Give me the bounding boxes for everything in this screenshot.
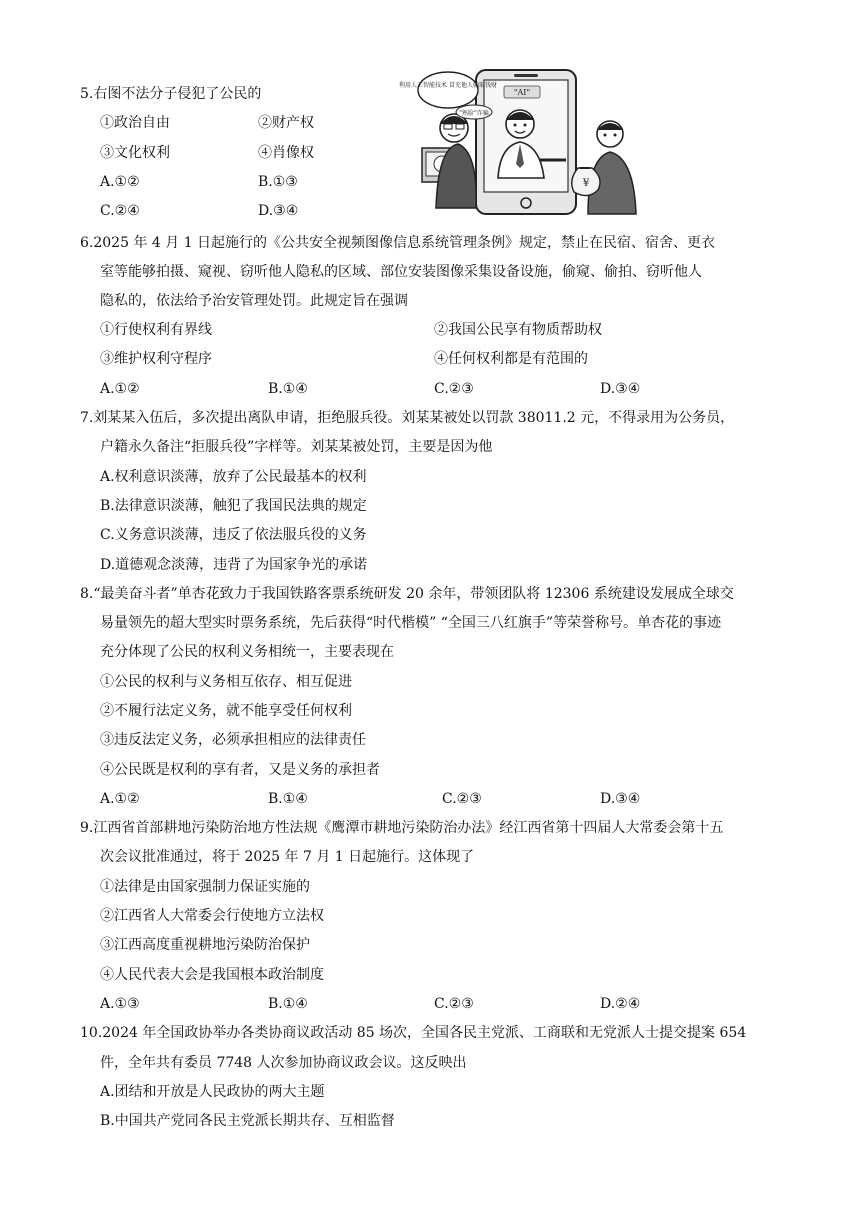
q6-option-1: ①行使权利有界线 xyxy=(100,322,212,338)
q9-choice-d: D.②④ xyxy=(600,996,641,1012)
q10-choice-b: B.中国共产党同各民主党派长期共存、互相监督 xyxy=(100,1113,395,1129)
q10-stem-line-1: 10.2024 年全国政协举办各类协商议政活动 85 场次，全国各民主党派、工商联和无党派人士提交提案 654 xyxy=(80,1025,747,1041)
q8-option-2: ②不履行法定义务，就不能享受任何权利 xyxy=(100,703,352,719)
q5-option-2: ②财产权 xyxy=(258,115,314,131)
q8-choice-a: A.①② xyxy=(100,791,140,807)
q7-choice-a: A.权利意识淡薄，放弃了公民最基本的权利 xyxy=(100,469,367,485)
q8-choice-d: D.③④ xyxy=(600,791,641,807)
q5-choice-b: B.①③ xyxy=(258,174,298,190)
q5-option-4: ④肖像权 xyxy=(258,145,314,161)
q5-option-1: ①政治自由 xyxy=(100,115,170,131)
q9-stem-line-1: 9.江西省首部耕地污染防治地方性法规《鹰潭市耕地污染防治办法》经江西省第十四届人大常委会第十五 xyxy=(80,820,724,836)
q5-choice-d: D.③④ xyxy=(258,203,299,219)
q9-option-1: ①法律是由国家强制力保证实施的 xyxy=(100,879,310,895)
q6-choice-a: A.①② xyxy=(100,381,140,397)
svg-text:¥: ¥ xyxy=(582,178,590,189)
q9-choice-c: C.②③ xyxy=(434,996,474,1012)
q7-choice-c: C.义务意识淡薄，违反了依法服兵役的义务 xyxy=(100,527,367,543)
q9-choice-a: A.①③ xyxy=(100,996,140,1012)
q8-stem-line-3: 充分体现了公民的权利义务相统一，主要表现在 xyxy=(100,644,394,660)
q8-choice-b: B.①④ xyxy=(268,791,308,807)
q7-choice-b: B.法律意识淡薄，触犯了我国民法典的规定 xyxy=(100,498,367,514)
q8-option-3: ③违反法定义务，必须承担相应的法律责任 xyxy=(100,732,366,748)
q8-option-1: ①公民的权利与义务相互依存、相互促进 xyxy=(100,674,352,690)
fraud-cartoon-image xyxy=(399,68,644,216)
q6-option-4: ④任何权利都是有范围的 xyxy=(434,351,588,367)
q6-option-2: ②我国公民享有物质帮助权 xyxy=(434,322,602,338)
q10-choice-a: A.团结和开放是人民政协的两大主题 xyxy=(100,1084,325,1100)
q6-stem-line-3: 隐私的，依法给予治安管理处罚。此规定旨在强调 xyxy=(100,293,408,309)
q9-option-2: ②江西省人大常委会行使地方立法权 xyxy=(100,908,324,924)
q6-choice-c: C.②③ xyxy=(434,381,474,397)
fraud-label: "熟脸"诈骗 xyxy=(459,110,489,117)
q8-option-4: ④公民既是权利的享有者，又是义务的承担者 xyxy=(100,762,380,778)
q9-stem-line-2: 次会议批准通过，将于 2025 年 7 月 1 日起施行。这体现了 xyxy=(100,849,475,865)
q6-choice-b: B.①④ xyxy=(268,381,308,397)
q5-choice-a: A.①② xyxy=(100,174,140,190)
q8-stem-line-2: 易量领先的超大型实时票务系统，先后获得“时代楷模” “全国三八红旗手”等荣誉称号。单杏花的事迹 xyxy=(100,615,722,631)
q8-stem-line-1: 8.“最美奋斗者”单杏花致力于我国铁路客票系统研发 20 余年，带领团队将 12306 系统建设发展成全球交 xyxy=(80,586,734,602)
bubble-text: 利用人工智能技术 冒充他人骗取钱财 xyxy=(399,82,497,89)
q9-choice-b: B.①④ xyxy=(268,996,308,1012)
q6-stem-line-1: 6.2025 年 4 月 1 日起施行的《公共安全视频图像信息系统管理条例》规定，禁止在民宿、宿舍、更衣 xyxy=(80,235,716,251)
q5-stem: 5.右图不法分子侵犯了公民的 xyxy=(80,86,262,102)
q8-choice-c: C.②③ xyxy=(442,791,482,807)
q7-choice-d: D.道德观念淡薄，违背了为国家争光的承诺 xyxy=(100,557,368,573)
q6-stem-line-2: 室等能够拍摄、窥视、窃听他人隐私的区域、部位安装图像采集设备设施，偷窥、偷拍、窃听他人 xyxy=(100,264,702,280)
q10-stem-line-2: 件，全年共有委员 7748 人次参加协商议政会议。这反映出 xyxy=(100,1055,467,1071)
q5-option-3: ③文化权利 xyxy=(100,145,170,161)
q9-option-3: ③江西高度重视耕地污染防治保护 xyxy=(100,937,310,953)
q6-choice-d: D.③④ xyxy=(600,381,641,397)
q7-stem-line-2: 户籍永久备注“拒服兵役”字样等。刘某某被处罚，主要是因为他 xyxy=(100,439,493,455)
q7-stem-line-1: 7.刘某某入伍后，多次提出离队申请，拒绝服兵役。刘某某被处以罚款 38011.2 元，不得录用为公务员， xyxy=(80,410,735,426)
q6-option-3: ③维护权利守程序 xyxy=(100,351,212,367)
phone-screen-label: "AI" xyxy=(513,88,531,97)
q5-choice-c: C.②④ xyxy=(100,203,140,219)
q9-option-4: ④人民代表大会是我国根本政治制度 xyxy=(100,967,324,983)
